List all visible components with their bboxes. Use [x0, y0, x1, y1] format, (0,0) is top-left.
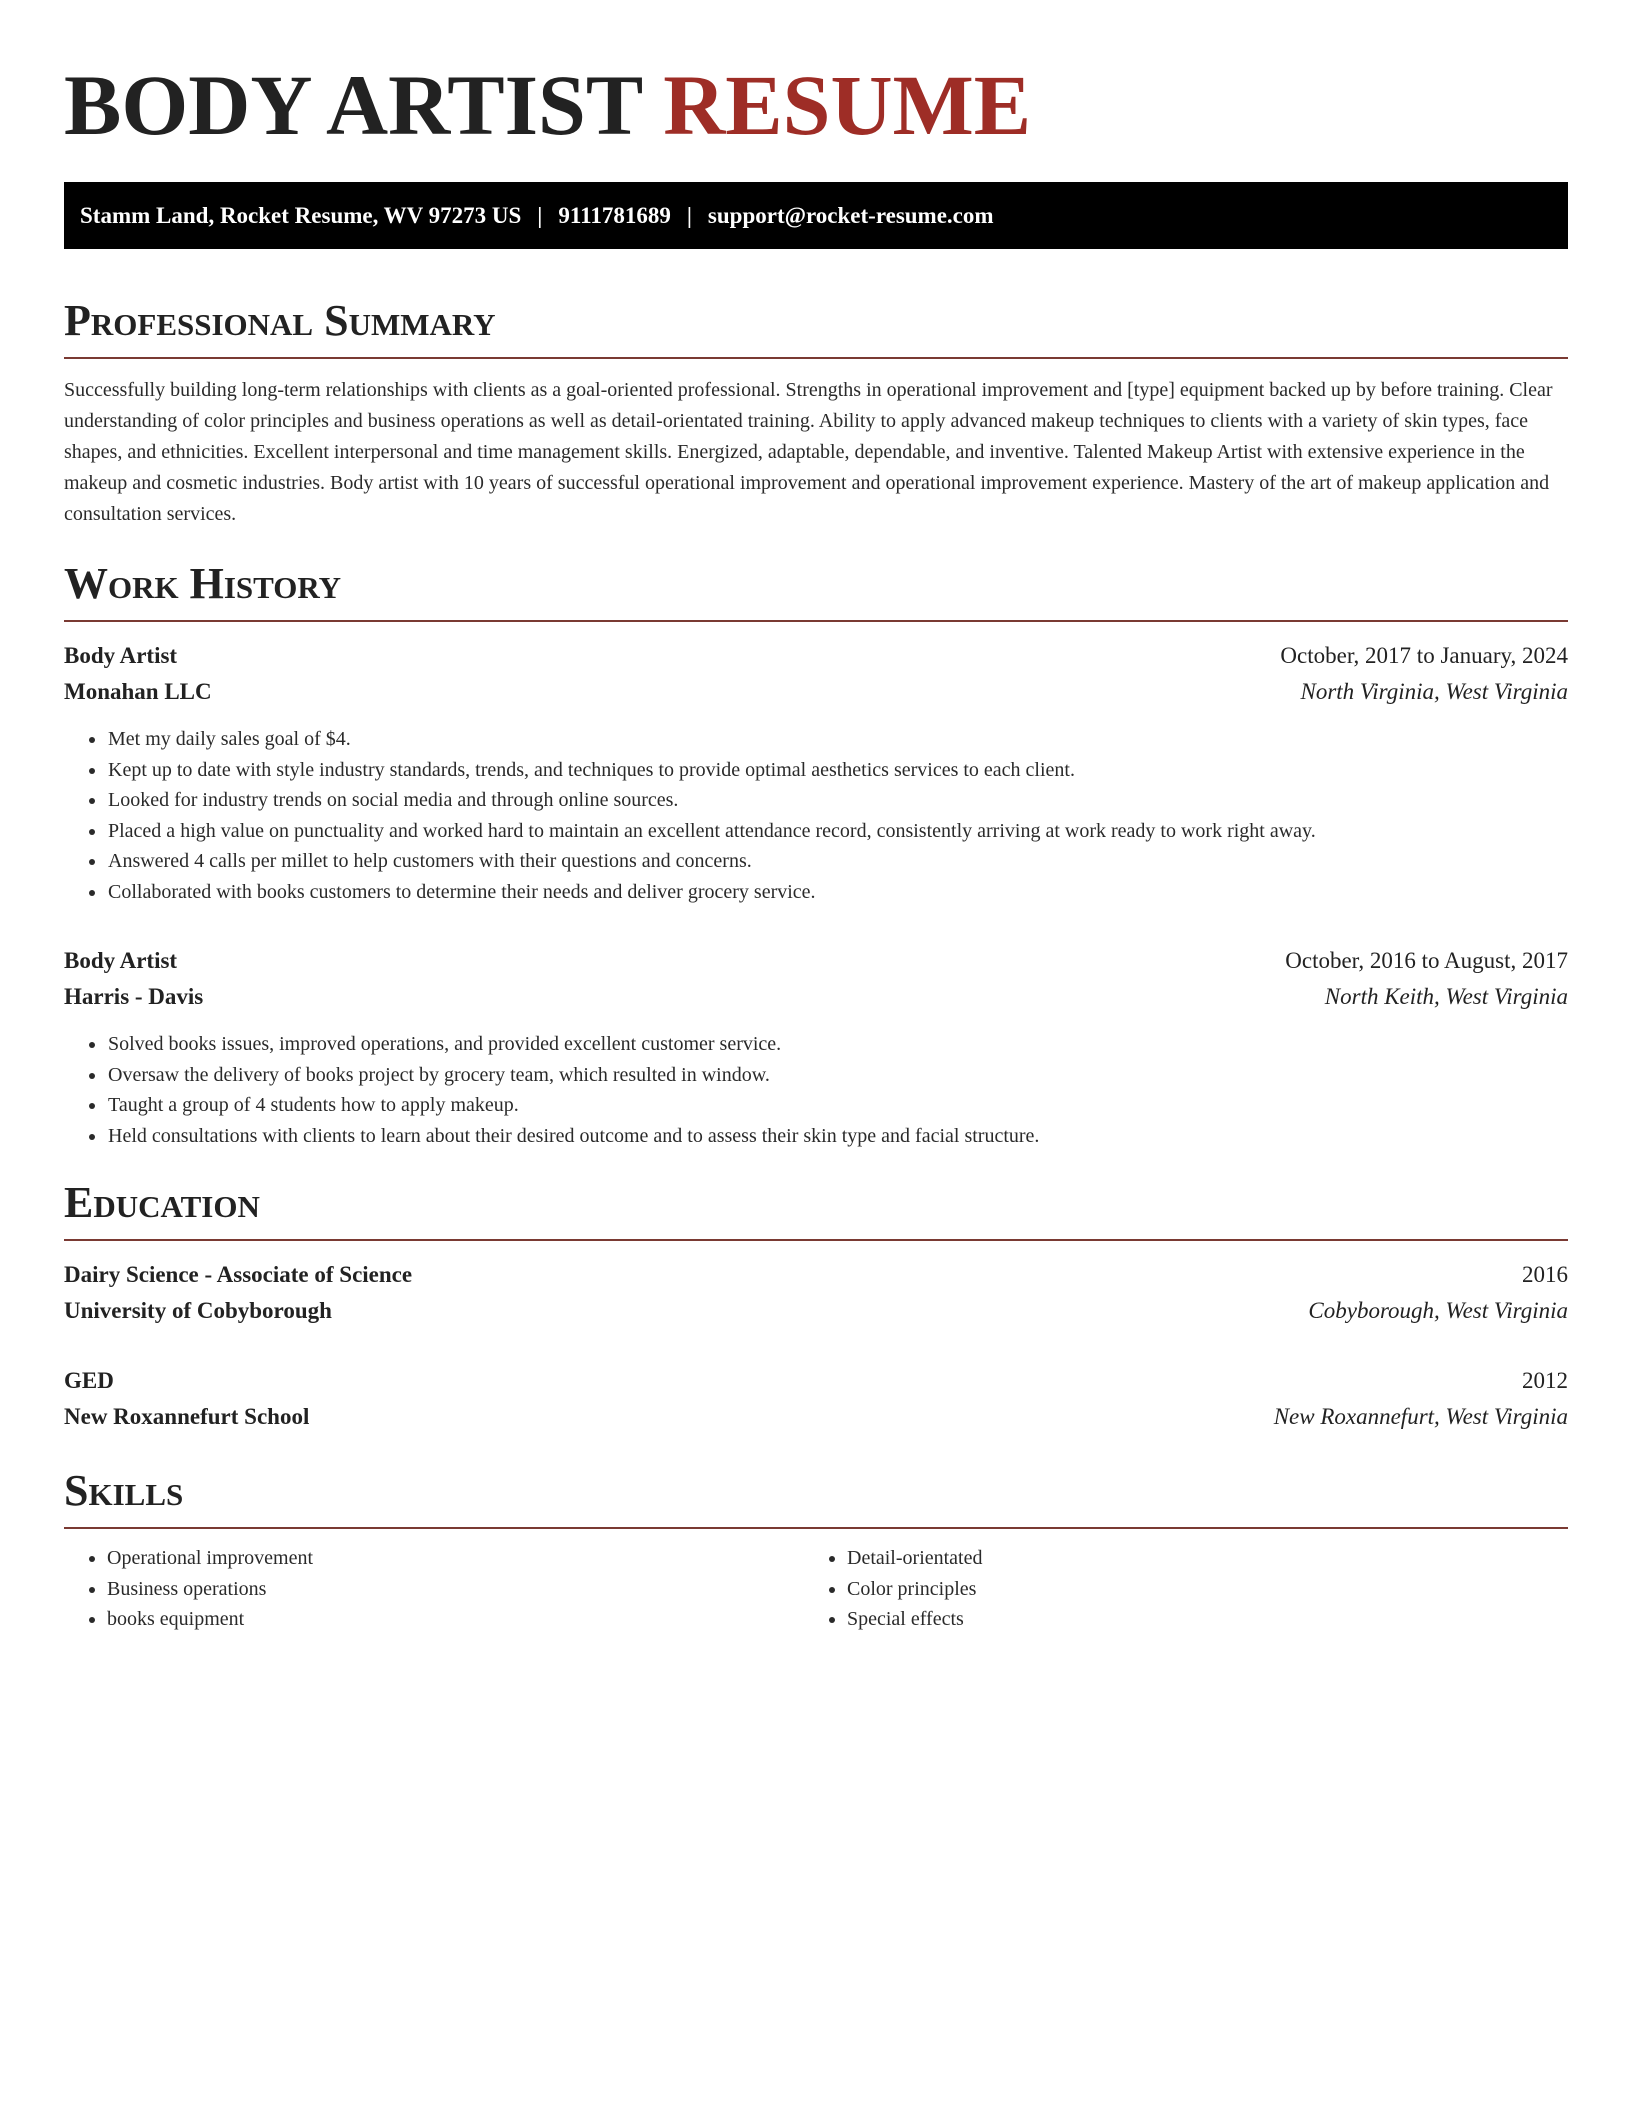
contact-separator: | — [686, 202, 692, 228]
graduation-year: 2012 — [1522, 1368, 1568, 1393]
job-company: Monahan LLC — [64, 679, 212, 704]
job-duty: • Met my daily sales goal of $4. — [107, 724, 1568, 755]
contact-address: Stamm Land, Rocket Resume, WV 97273 US — [80, 202, 522, 228]
education-entry — [64, 1363, 1568, 1435]
job-duty: • Taught a group of 4 students how to apply makeup. — [107, 1090, 1568, 1121]
skills-list-right — [804, 1543, 1544, 1635]
job-dates: October, 2017 to January, 2024 — [1280, 643, 1568, 668]
job-duty: • Collaborated with books customers to determine their needs and deliver grocery service. — [107, 877, 1568, 908]
contact-email: support@rocket-resume.com — [707, 202, 994, 228]
degree: Dairy Science - Associate of Science — [64, 1262, 413, 1287]
skill-item: • Business operations — [107, 1574, 804, 1605]
skills-list-left — [64, 1543, 804, 1635]
school-location: Cobyborough, West Virginia — [1308, 1298, 1568, 1323]
skill-item: • Special effects — [847, 1604, 1544, 1635]
job-duty: • Oversaw the delivery of books project by grocery team, which resulted in window. — [107, 1060, 1568, 1091]
school-location: New Roxannefurt, West Virginia — [1273, 1404, 1568, 1429]
degree: GED — [64, 1368, 114, 1393]
title-main: BODY ARTIST — [64, 57, 642, 153]
skill-item: • Operational improvement — [107, 1543, 804, 1574]
skills-heading: Skills — [64, 1469, 1568, 1529]
job-duty: • Solved books issues, improved operations, and provided excellent customer service. — [107, 1029, 1568, 1060]
job-location: North Virginia, West Virginia — [1300, 679, 1568, 704]
job-dates: October, 2016 to August, 2017 — [1285, 948, 1568, 973]
school-name: University of Cobyborough — [64, 1298, 332, 1323]
contact-bar — [64, 182, 1568, 249]
contact-phone: 9111781689 — [558, 202, 671, 228]
job-duty: • Placed a high value on punctuality and worked hard to maintain an excellent attendance record, consistently arriving at work ready to work right away. — [107, 816, 1568, 847]
education-heading: Education — [64, 1181, 1568, 1241]
resume-title — [64, 57, 1568, 153]
job-title: Body Artist — [64, 643, 178, 668]
skills-columns — [64, 1543, 1568, 1635]
education-entry — [64, 1257, 1568, 1329]
job-duty: • Kept up to date with style industry standards, trends, and techniques to provide optimal aesthetics services to each client. — [107, 755, 1568, 786]
skill-item: • books equipment — [107, 1604, 804, 1635]
job-duties-list — [64, 1029, 1568, 1151]
title-accent: RESUME — [663, 57, 1032, 153]
job-duty: • Held consultations with clients to learn about their desired outcome and to assess their skin type and facial structure. — [107, 1121, 1568, 1152]
job-duties-list — [64, 724, 1568, 907]
job-duty: • Answered 4 calls per millet to help customers with their questions and concerns. — [107, 846, 1568, 877]
skill-item: • Detail-orientated — [847, 1543, 1544, 1574]
skill-item: • Color principles — [847, 1574, 1544, 1605]
job-company: Harris - Davis — [64, 984, 204, 1009]
summary-text: Successfully building long-term relationships with clients as a goal-oriented professional. Strengths in operational improvement and [type] equipment backed up by before training. Clear understanding of color principles and business operations as well as detail-orientated training. Ability to apply advanced makeup techniques to clients with a variety of skin types, face shapes, and ethnicities. Excellent interpersonal and time management skills. Energized, adaptable, dependable, and inventive. Talented Makeup Artist with extensive experience in the makeup and cosmetic industries. Body artist with 10 years of successful operational improvement and operational improvement experience. Mastery of the art of makeup application and consultation services. — [64, 379, 1553, 525]
contact-separator: | — [537, 202, 543, 228]
job-entry — [64, 943, 1568, 1151]
graduation-year: 2016 — [1522, 1262, 1568, 1287]
summary-heading: Professional Summary — [64, 299, 1568, 359]
job-entry — [64, 638, 1568, 907]
job-title: Body Artist — [64, 948, 178, 973]
work-history-heading: Work History — [64, 562, 1568, 622]
job-duty: • Looked for industry trends on social media and through online sources. — [107, 785, 1568, 816]
school-name: New Roxannefurt School — [64, 1404, 310, 1429]
job-location: North Keith, West Virginia — [1324, 984, 1568, 1009]
